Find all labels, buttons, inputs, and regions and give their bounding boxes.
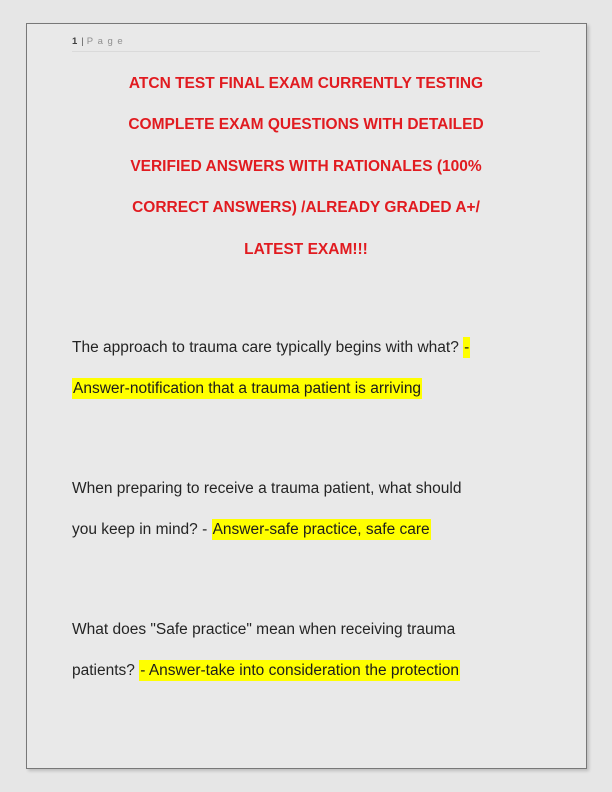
qa-question-text: patients? [72,662,140,680]
header-rule [72,51,540,52]
title-line: COMPLETE EXAM QUESTIONS WITH DETAILED [128,116,484,134]
qa-question-text: What does "Safe practice" mean when receiving trauma [72,620,456,638]
header-page-label: P a g e [86,36,124,47]
qa-section [72,327,540,691]
qa-line [72,468,540,509]
title-line: ATCN TEST FINAL EXAM CURRENTLY TESTING [128,75,484,92]
qa-highlighted-answer: Answer-safe practice, safe care [212,521,430,539]
header-separator: | [81,36,84,47]
qa-block [72,327,540,410]
title-line: CORRECT ANSWERS) /ALREADY GRADED A+/ [132,199,480,217]
qa-line [72,609,540,650]
page-header [72,36,540,48]
qa-highlighted-answer: Answer-notification that a trauma patient is arriving [73,380,422,398]
qa-highlighted-answer: - [464,339,470,357]
qa-block [72,609,540,692]
qa-highlighted-answer: - Answer-take into consideration the protection [140,662,460,680]
qa-line [72,650,540,691]
qa-question-text: you keep in mind? - [72,521,212,539]
title-line: VERIFIED ANSWERS WITH RATIONALES (100% [130,157,482,175]
page-content [27,24,586,691]
document-title [72,63,540,270]
qa-line [72,509,540,550]
document-page [26,23,587,769]
qa-question-text: The approach to trauma care typically begins with what? [72,339,464,357]
title-line: LATEST EXAM!!! [244,240,368,258]
page-number: 1 [72,36,79,47]
qa-line [72,327,540,368]
qa-line [72,368,540,409]
qa-question-text: When preparing to receive a trauma patient, what should [72,479,462,497]
qa-block [72,468,540,551]
